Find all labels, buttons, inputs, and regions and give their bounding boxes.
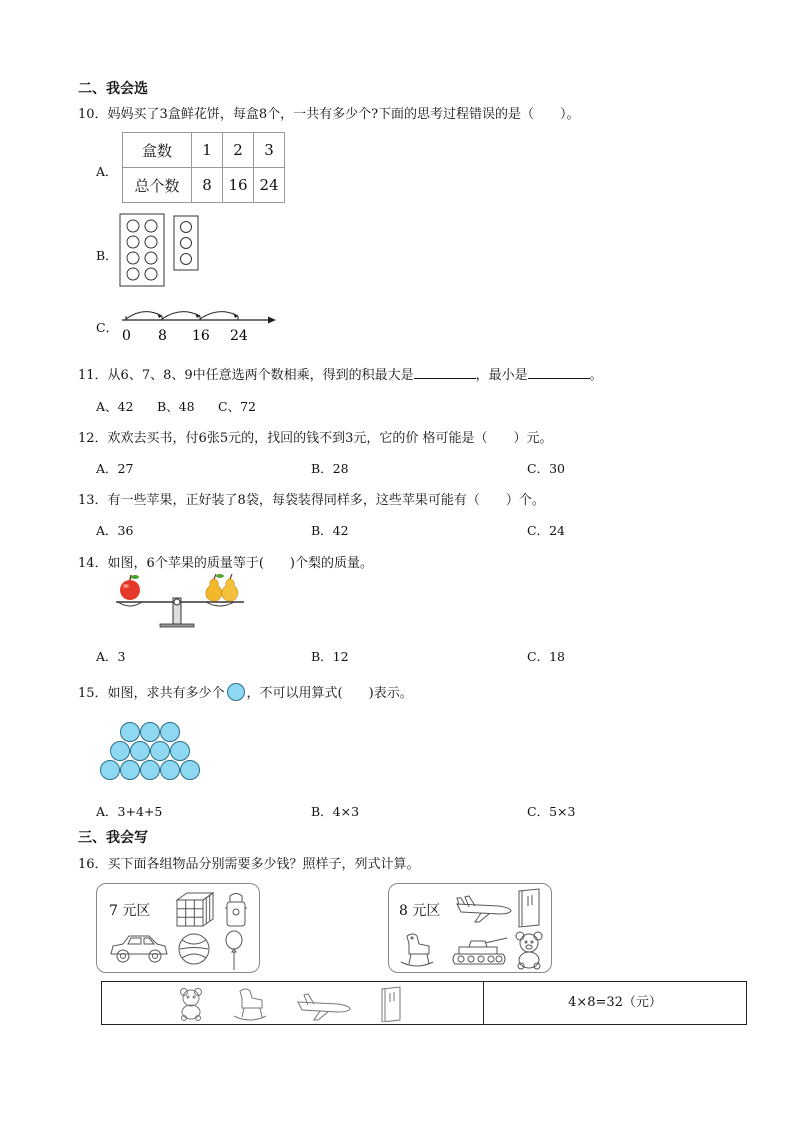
question-10-text: 10．妈妈买了3盒鲜花饼，每盒8个，一共有多少个?下面的思考过程错误的是（ ）。 (78, 107, 580, 122)
table-cell: 24 (254, 168, 285, 203)
q11-option-a[interactable]: A、42 (96, 399, 134, 414)
q11-text-part-a: 11．从6、7、8、9中任意选两个数相乘，得到的积最大是 (78, 368, 414, 383)
question-13-text: 13．有一些苹果，正好装了8袋，每袋装得同样多，这些苹果可能有（ ）个。 (78, 493, 545, 508)
number-line-tick-label: 8 (158, 328, 167, 344)
example-items-group (172, 986, 472, 1022)
balloon-icon (221, 928, 247, 972)
table-cell: 2 (223, 133, 254, 168)
table-cell: 总个数 (123, 168, 192, 203)
q10-option-c-number-line (116, 302, 286, 346)
rocking-horse-icon (234, 989, 266, 1020)
q12-option-c[interactable]: C．30 (527, 461, 565, 476)
number-line-tick-label: 0 (122, 328, 131, 344)
pear-icon (206, 574, 238, 601)
rubiks-cube-icon (173, 890, 217, 930)
q13-option-b[interactable]: B．42 (311, 523, 349, 538)
q14-option-a[interactable]: A．3 (96, 649, 126, 664)
eight-yuan-zone-panel (388, 883, 552, 973)
notebook-icon (382, 987, 400, 1022)
q14-option-c[interactable]: C．18 (527, 649, 565, 664)
q11-answer-blank-max[interactable] (414, 366, 476, 379)
balance-scale-illustration (110, 572, 250, 630)
circle-icon (225, 683, 247, 701)
circle-pyramid-illustration (96, 712, 208, 784)
q11-option-c[interactable]: C、72 (218, 399, 256, 414)
tank-icon (449, 934, 509, 966)
q15-option-c[interactable]: C．5×3 (527, 804, 576, 819)
q15-option-a[interactable]: A．3+4+5 (96, 804, 163, 819)
rocking-horse-icon (397, 930, 437, 970)
q11-text-part-b: ，最小是 (475, 368, 528, 383)
q10-option-a-table (122, 132, 285, 203)
eight-yuan-zone-label: 8 元区 (399, 903, 441, 919)
table-cell: 盒数 (123, 133, 192, 168)
airplane-icon (298, 994, 350, 1020)
question-12-text: 12．欢欢去买书，付6张5元的，找回的钱不到3元，它的价 格可能是（ ）元。 (78, 431, 553, 446)
q15-text-part-b: ，不可以用算式( )表示。 (246, 686, 413, 701)
seven-yuan-zone-label: 7 元区 (109, 903, 151, 919)
q10-option-b-label: B． (96, 248, 118, 263)
notebook-icon (515, 888, 543, 928)
table-cell: 8 (192, 168, 223, 203)
q11-answer-blank-min[interactable] (528, 366, 590, 379)
q15-text-part-a: 15．如图，求共有多少个 (78, 686, 225, 701)
q12-option-b[interactable]: B．28 (311, 461, 349, 476)
q13-option-c[interactable]: C．24 (527, 523, 565, 538)
question-14-text: 14．如图，6个苹果的质量等于( )个梨的质量。 (78, 556, 373, 571)
table-cell: 3 (254, 133, 285, 168)
ball-icon (175, 930, 213, 968)
question-15-text (78, 682, 413, 701)
example-calculation: 4×8=32（元） (568, 995, 662, 1010)
q10-option-c-label: C． (96, 320, 119, 335)
q10-option-a-label: A． (96, 164, 118, 179)
table-cell: 1 (192, 133, 223, 168)
q12-option-a[interactable]: A．27 (96, 461, 134, 476)
q10-option-b-boxes-illustration (118, 212, 202, 288)
teddy-bear-icon (181, 989, 202, 1021)
table-cell: 16 (223, 168, 254, 203)
number-line-tick-label: 16 (192, 328, 210, 344)
seven-yuan-zone-panel (96, 883, 260, 973)
example-answer-table (101, 981, 747, 1025)
number-line-tick-label: 24 (230, 328, 248, 344)
section-title-write: 三、我会写 (78, 830, 148, 846)
q11-option-b[interactable]: B、48 (157, 399, 195, 414)
q14-option-b[interactable]: B．12 (311, 649, 349, 664)
toy-car-icon (107, 930, 171, 966)
q11-text-part-c: 。 (589, 368, 603, 383)
section-title-choose: 二、我会选 (78, 81, 148, 97)
q13-option-a[interactable]: A．36 (96, 523, 134, 538)
q15-option-b[interactable]: B．4×3 (311, 804, 360, 819)
pencil-sharpener-icon (221, 890, 251, 932)
question-11-text (78, 364, 603, 383)
question-16-text: 16．买下面各组物品分别需要多少钱？照样子，列式计算。 (78, 857, 420, 872)
teddy-bear-icon (511, 930, 547, 970)
apple-icon (120, 575, 140, 600)
airplane-icon (455, 894, 513, 924)
